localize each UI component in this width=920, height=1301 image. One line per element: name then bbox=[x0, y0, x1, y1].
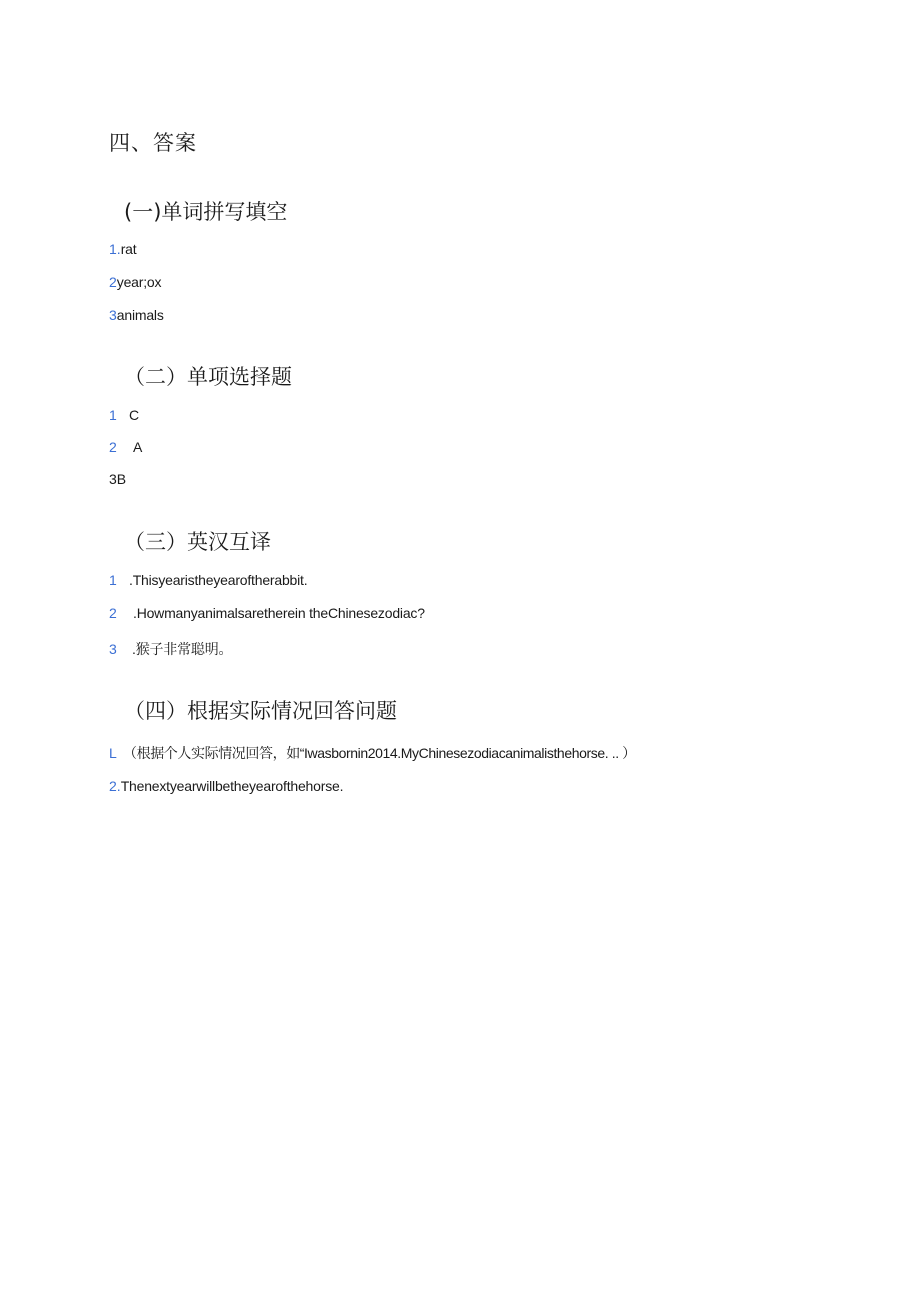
item-number: 3 bbox=[109, 471, 117, 487]
item-text: .Thisyearistheyearoftherabbit. bbox=[129, 572, 308, 588]
page-title: 四、答案 bbox=[109, 131, 197, 155]
item-text: （根据个人实际情况回答，如“Iwasbornin2014.MyChinesezodiacanimalisthehorse. .. ） bbox=[123, 745, 636, 761]
item-text: .猴子非常聪明。 bbox=[132, 641, 233, 657]
list-item bbox=[109, 743, 636, 763]
list-item bbox=[109, 605, 425, 621]
item-text: .Howmanyanimalsaretherein theChinesezodiac? bbox=[133, 605, 425, 621]
section-heading-1: (一)单词拼写填空 bbox=[124, 200, 288, 224]
item-text: year;ox bbox=[116, 274, 162, 290]
item-text: B bbox=[116, 471, 126, 487]
item-text: A bbox=[133, 439, 143, 455]
list-item bbox=[109, 307, 164, 323]
list-item bbox=[109, 274, 161, 290]
section-heading-3: （三）英汉互译 bbox=[124, 530, 271, 554]
item-number: 1 bbox=[109, 572, 117, 588]
item-number: L bbox=[109, 745, 117, 761]
list-item bbox=[109, 639, 232, 659]
item-number: 1. bbox=[109, 241, 121, 257]
item-number: 2 bbox=[109, 605, 117, 621]
list-item bbox=[109, 471, 126, 487]
section-heading-4: （四）根据实际情况回答问题 bbox=[124, 699, 397, 723]
item-number: 2 bbox=[109, 439, 117, 455]
item-text: animals bbox=[116, 307, 164, 323]
item-text: C bbox=[129, 407, 139, 423]
list-item bbox=[109, 778, 343, 794]
item-number: 3 bbox=[109, 641, 117, 657]
list-item bbox=[109, 407, 139, 423]
item-text: Thenextyearwillbetheyearofthehorse. bbox=[120, 778, 344, 794]
list-item bbox=[109, 439, 142, 455]
item-number: 3 bbox=[109, 307, 117, 323]
list-item bbox=[109, 241, 136, 257]
item-number: 1 bbox=[109, 407, 117, 423]
item-number: 2 bbox=[109, 274, 117, 290]
item-text: rat bbox=[120, 241, 137, 257]
item-number: 2. bbox=[109, 778, 121, 794]
list-item bbox=[109, 572, 307, 588]
section-heading-2: （二）单项选择题 bbox=[124, 365, 292, 389]
